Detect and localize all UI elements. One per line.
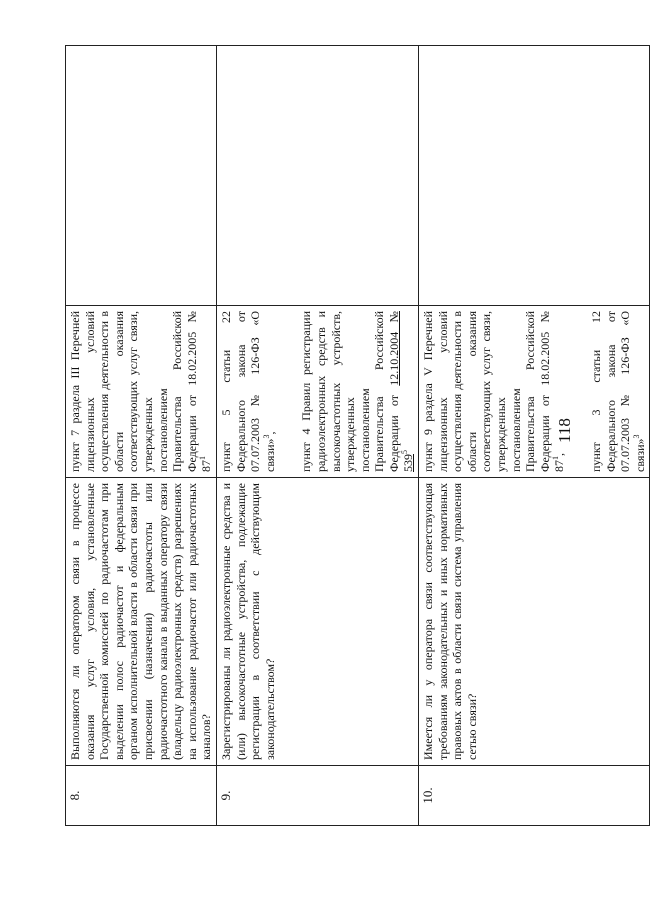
notes-cell bbox=[216, 46, 418, 306]
row-number: 9. bbox=[216, 766, 418, 826]
notes-cell bbox=[419, 46, 650, 306]
footnote-mark: 1 bbox=[198, 456, 208, 460]
table-row bbox=[419, 46, 650, 826]
reference-tail: , bbox=[262, 431, 277, 435]
reference-block bbox=[421, 311, 567, 472]
notes-cell bbox=[66, 46, 217, 306]
table-row bbox=[66, 46, 217, 826]
footnote-mark: 1 bbox=[551, 456, 561, 460]
reference-date-number: 12.10.2004 № 539 bbox=[386, 311, 416, 472]
reference-text: пункт 7 раздела III Перечней лицензионных условий осуществления деятельности в области оказания соответствующих услуг связи, утвержденных постановлением Правительства Российской Федерации от 18.02.2005 № 87 bbox=[68, 311, 214, 472]
reference-block bbox=[219, 311, 277, 472]
footnote-mark: 3 bbox=[631, 434, 641, 439]
reference-text: пункт 5 статьи 22 Федерального закона от 07.07.2003 № 126-ФЗ «О связи» bbox=[218, 311, 277, 472]
row-number: 8. bbox=[66, 766, 217, 826]
reference-cell bbox=[66, 306, 217, 478]
table-row bbox=[216, 46, 418, 826]
question-cell: Выполняются ли оператором связи в процессе оказания услуг условия, установленные Государственной комиссией по радиочастотам при выделении полос радиочастот и федеральным органом исполнительной власти в области связи при присвоении (назначении) радиочастоты или радиочастотного канала в выданных оператору связи (владельцу радиоэлектронных средств) разрешениях на использование радиочастот или радиочастотных каналов? bbox=[66, 478, 217, 766]
footnote-mark: 5 bbox=[400, 450, 410, 454]
reference-block bbox=[589, 311, 647, 472]
reference-text: пункт 9 раздела V Перечней лицензионных условий осуществления деятельности в области оказания соответствующих услуг связи, утвержденных постановлением Правительства Российской Федерации от 18.02.2005 № 87 bbox=[421, 311, 567, 472]
row-number: 10. bbox=[419, 766, 650, 826]
reference-text: пункт 3 статьи 12 Федерального закона от 07.07.2003 № 126-ФЗ «О связи» bbox=[589, 311, 647, 472]
reference-tail: , bbox=[552, 453, 567, 456]
question-cell: Зарегистрированы ли радиоэлектронные средства и (или) высокочастотные устройства, подлежащие регистрации в соответствии с действующим законодательством? bbox=[216, 478, 418, 766]
reference-text: пункт 4 Правил регистрации радиоэлектронных средств и высокочастотных устройств, утвержденных постановлением Правительства Российской Федерации от bbox=[299, 311, 401, 472]
reference-cell bbox=[419, 306, 650, 478]
footnote-mark: 3 bbox=[261, 434, 271, 439]
checklist-table bbox=[65, 45, 650, 826]
reference-block bbox=[299, 311, 416, 472]
question-cell: Имеется ли у оператора связи соответствующая требованиям законодательных и иных нормативных правовых актов в области связи система управления сетью связи? bbox=[419, 478, 650, 766]
reference-cell bbox=[216, 306, 418, 478]
page-number: 118 bbox=[555, 418, 574, 443]
